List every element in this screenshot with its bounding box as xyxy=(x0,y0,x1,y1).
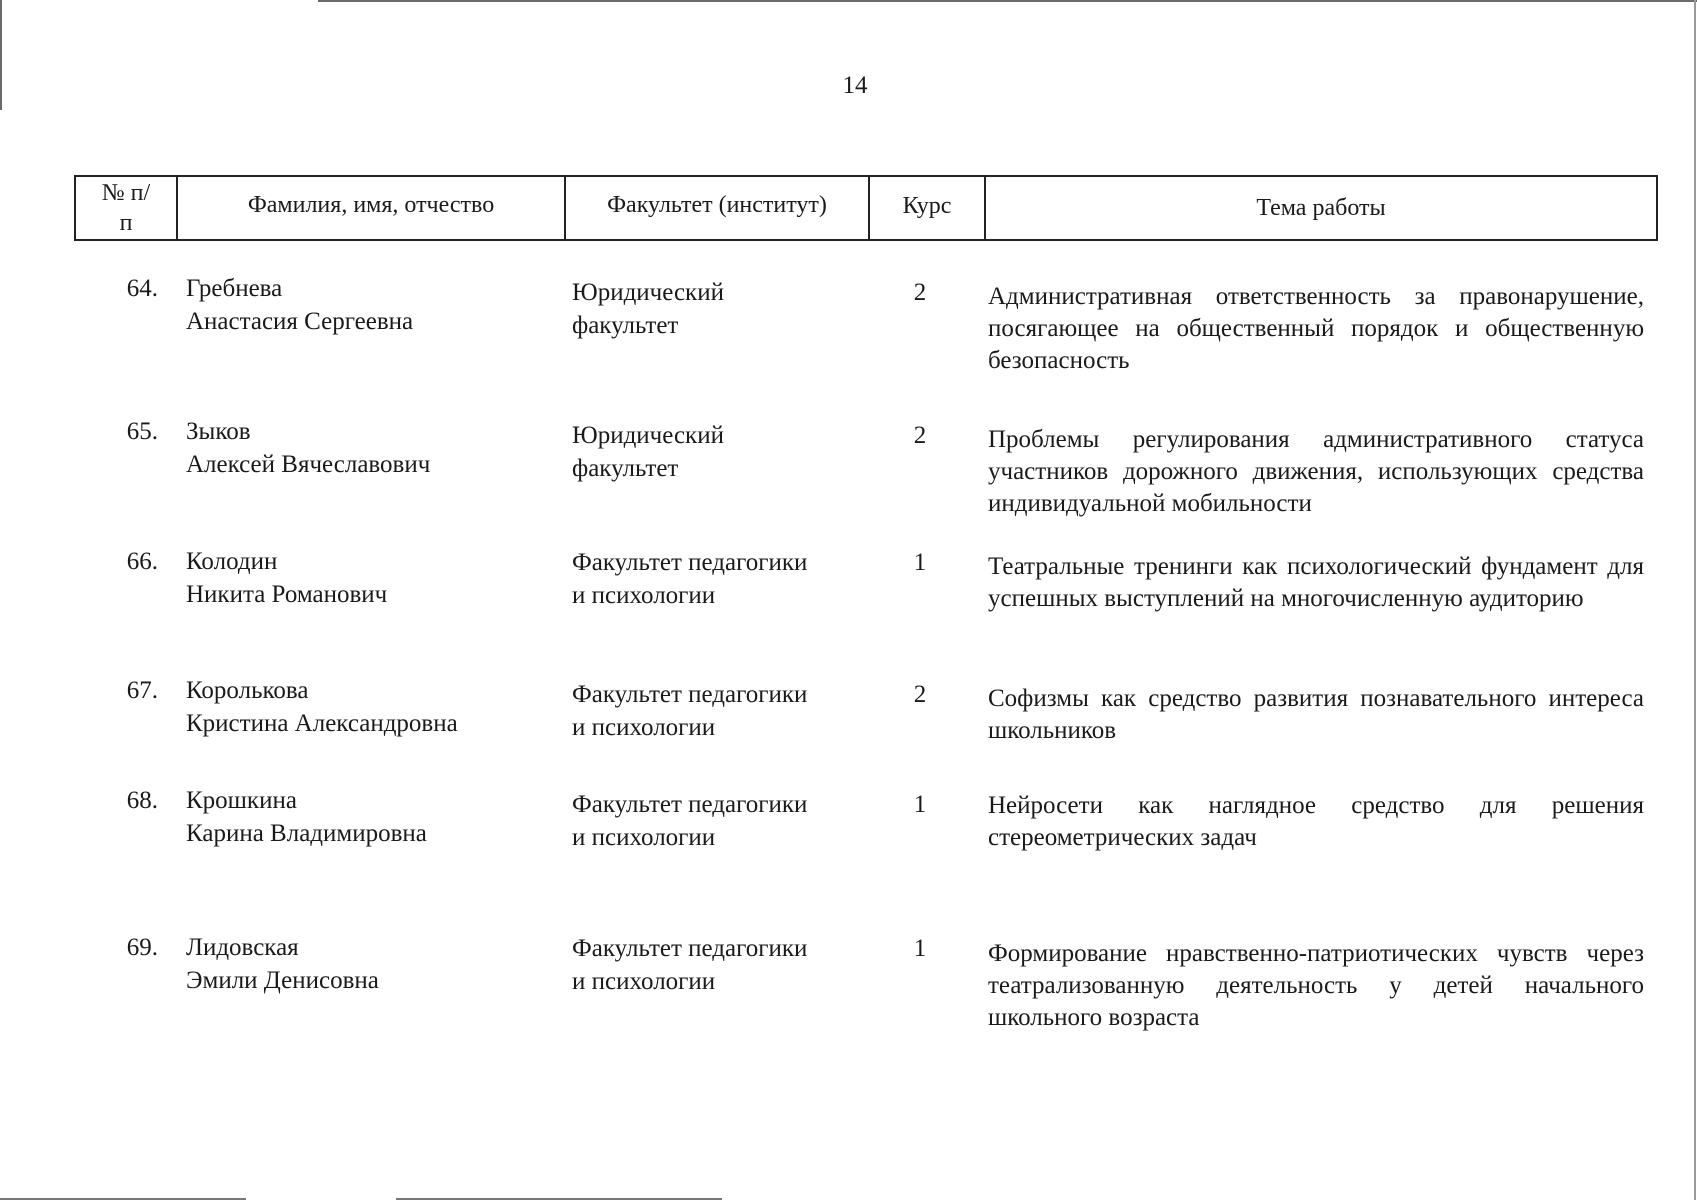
faculty-line-2: и психологии xyxy=(572,824,716,851)
row-number: 66. xyxy=(126,548,158,575)
faculty-line-1: Факультет педагогики xyxy=(572,935,808,962)
row-number: 65. xyxy=(126,418,158,445)
student-surname: Гребнева xyxy=(186,275,283,302)
student-name xyxy=(186,674,546,740)
student-surname: Королькова xyxy=(186,677,309,704)
student-surname: Колодин xyxy=(186,548,278,575)
header-course: Курс xyxy=(902,193,952,219)
topic: Административная ответственность за правонарушение, посягающее на общественный порядок и общественную безопасность xyxy=(988,283,1644,374)
table-header xyxy=(74,175,1658,241)
course: 2 xyxy=(913,422,927,449)
student-name xyxy=(186,415,546,481)
course: 1 xyxy=(913,549,927,576)
header-topic: Тема работы xyxy=(1256,195,1386,221)
student-surname: Зыков xyxy=(186,418,251,445)
scan-edge-right xyxy=(1694,0,1696,1200)
row-number: 68. xyxy=(126,787,158,814)
faculty-line-2: факультет xyxy=(572,455,679,482)
student-given-names: Карина Владимировна xyxy=(186,820,427,847)
faculty xyxy=(572,678,872,744)
faculty xyxy=(572,788,872,854)
student-name xyxy=(186,784,546,850)
faculty-line-2: и психологии xyxy=(572,582,716,609)
student-name xyxy=(186,931,546,997)
faculty-line-1: Факультет педагогики xyxy=(572,791,808,818)
course: 1 xyxy=(913,935,927,962)
page-number: 14 xyxy=(842,72,868,99)
header-num-text: № п/п xyxy=(101,180,151,236)
row-number: 64. xyxy=(126,275,158,302)
faculty xyxy=(572,419,872,485)
header-name: Фамилия, имя, отчество xyxy=(247,192,495,218)
faculty-line-1: Юридический xyxy=(572,279,724,306)
faculty xyxy=(572,276,872,342)
faculty xyxy=(572,932,872,998)
student-name xyxy=(186,272,546,338)
faculty-line-1: Факультет педагогики xyxy=(572,681,808,708)
faculty-line-2: и психологии xyxy=(572,714,716,741)
header-faculty: Факультет (институт) xyxy=(607,192,827,218)
student-name xyxy=(186,545,546,611)
header-num xyxy=(76,177,176,239)
student-given-names: Кристина Александровна xyxy=(186,710,458,737)
student-given-names: Анастасия Сергеевна xyxy=(186,308,414,335)
course: 1 xyxy=(913,791,927,818)
row-number: 69. xyxy=(126,934,158,961)
scan-edge-top xyxy=(318,0,1697,2)
course: 2 xyxy=(913,681,927,708)
student-surname: Лидовская xyxy=(186,934,299,961)
faculty-line-1: Факультет педагогики xyxy=(572,549,808,576)
student-given-names: Никита Романович xyxy=(186,581,388,608)
student-surname: Крошкина xyxy=(186,787,297,814)
topic: Проблемы регулирования административного статуса участников дорожного движения, использующих средства индивидуальной мобильности xyxy=(988,426,1644,517)
faculty-line-1: Юридический xyxy=(572,422,724,449)
faculty-line-2: факультет xyxy=(572,312,679,339)
course: 2 xyxy=(913,279,927,306)
topic: Формирование нравственно-патриотических чувств через театрализованную деятельность у детей начального школьного возраста xyxy=(988,940,1644,1031)
row-number: 67. xyxy=(126,677,158,704)
student-given-names: Эмили Денисовна xyxy=(186,967,379,994)
student-given-names: Алексей Вячеславович xyxy=(186,451,431,478)
topic: Нейросети как наглядное средство для решения стереометрических задач xyxy=(988,792,1644,851)
faculty-line-2: и психологии xyxy=(572,968,716,995)
faculty xyxy=(572,546,872,612)
topic: Софизмы как средство развития познавательного интереса школьников xyxy=(988,685,1644,744)
topic: Театральные тренинги как психологический фундамент для успешных выступлений на многочисленную аудиторию xyxy=(988,553,1644,612)
